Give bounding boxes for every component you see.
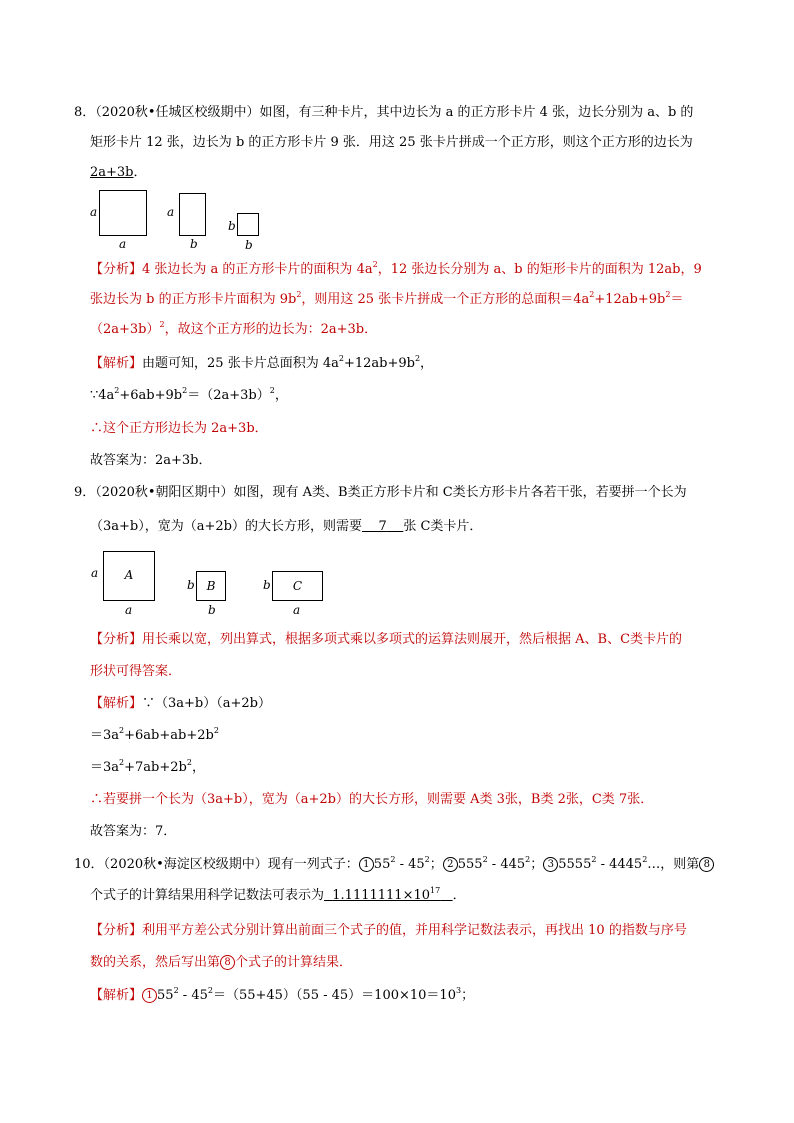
q9-solution-line3: $=3a^2+7ab+2b^2$， [90,758,205,775]
q8-analysis-line2: 张边长为 b 的正方形卡片面积为 $9b^2$，则用这 25 张卡片拼成一个正方形的总面积$=4a^2+12ab+9b^2=$ [90,290,684,307]
q10-solution-line1: 【解析】 1 $55^2 - 45^2=(55+45)(55 - 45)=100\times 10=10^3$； [90,986,475,1003]
q9-answer: 7 [378,519,387,534]
q9-solution-line1: 【解析】∵（3a+b）（a+2b） [90,696,271,711]
q8-answer-line: 2a+3b． [90,165,147,180]
q8-answer: 2a+3b [90,165,134,180]
q8-line1: 8．（2020秋•任城区校级期中）如图，有三种卡片，其中边长为 a 的正方形卡片 4 张，边长分别为 a、b 的 [74,105,694,120]
circled-number: 1 [142,988,157,1003]
circled-number: 2 [443,857,458,872]
circled-number: 8 [699,857,714,872]
document-page: 8．（2020秋•任城区校级期中）如图，有三种卡片，其中边长为 a 的正方形卡片 4 张，边长分别为 a、b 的 矩形卡片 12 张，边长为 b 的正方形卡片 9 张．用这 25 张卡片拼成一个正方形，则这个正方形的边长为 2a+3b． a a a b b b 【分析】4 张边长为 a 的正方形卡片的面积为 $4a^2$，12 张边长分别为 a、b 的矩形卡片的面积为 12ab，9 张边长为 b 的正方形卡片面积为 $9b^2$，则用这 25 张卡片拼成一个正方形的总面积$=4a^2+12ab+9b^2=$ $(2a+3b)^2$，故这个正方形的边长为：2a+3b． 【解析】由题可知，25 张卡片总面积为 $4a^2+12ab+9b^2$， $\because 4a^2+6ab+9b^2=(2a+3b)^2$， ∴这个正方形边长为 2a+3b． 故答案为：2a+3b． 9．（2020秋•朝阳区期中）如图，现有 A类、B类正方形卡片和 C类长方形卡片各若干张，若要拼一个长为 （3a+b），宽为（a+2b）的大长方形，则需要 7 张 C类卡片． a A a b B b b C a 【分析】用长乘以宽，列出算式，根据多项式乘以多项式的运算法则展开，然后根据 A、B、C类卡片的 形状可得答案． 【解析】∵（3a+b）（a+2b） $=3a^2+6ab+ab+2b^2$ $=3a^2+7ab+2b^2$， ∴若要拼一个长为（3a+b），宽为（a+2b）的大长方形，则需要 A类 3张，B类 2张，C类 7张． 故答案为：7． 10．（2020秋•海淀区校级期中）现有一列式子： 1 $55^2 - 45^2$； 2 $555^2 - 445^2$； 3 5555$^2$ - 4445$^2$…，则第 8 个式子的计算结果用科学记数法可表示为 $1.1111111\times 10^{17}$ ． 【分析】利用平方差公式分别计算出前面三个式子的值，并用科学记数法表示，再找出 10 的指数与序号 数的关系，然后写出第 8 个式子的计算结果． 【解析】 1 $55^2 - 45^2=(55+45)(55 - 45)=100\times 10=10^3$； [0,0,794,1123]
q8-analysis-line1: 【分析】4 张边长为 a 的正方形卡片的面积为 $4a^2$，12 张边长分别为 a、b 的矩形卡片的面积为 12ab，9 [90,260,702,277]
q8-final-answer: 故答案为：2a+3b． [90,453,212,468]
q8-analysis-line3: $(2a+3b)^2$，故这个正方形的边长为：2a+3b． [90,320,378,337]
q10-analysis-line2: 数的关系，然后写出第 8 个式子的计算结果． [90,955,353,970]
square-a-card [99,190,147,236]
q9-final-answer: 故答案为：7． [90,824,177,839]
q9-line1: 9．（2020秋•朝阳区期中）如图，现有 A类、B类正方形卡片和 C类长方形卡片各若干张，若要拼一个长为 [74,485,687,500]
q10-line1: 10．（2020秋•海淀区校级期中）现有一列式子： 1 $55^2 - 45^2$； 2 $555^2 - 445^2$； 3 5555$^2$ - 4445$^2$…，则第 8 [74,855,714,875]
q8-line2: 矩形卡片 12 张，边长为 b 的正方形卡片 9 张．用这 25 张卡片拼成一个正方形，则这个正方形的边长为 [90,135,693,150]
analysis-tag: 【分析】 [90,262,143,277]
card-B: B [196,571,226,601]
q10-line2: 个式子的计算结果用科学记数法可表示为 $1.1111111\times 10^{17}$ ． [90,886,466,903]
square-b-card [237,213,259,236]
q10-analysis-line1: 【分析】利用平方差公式分别计算出前面三个式子的值，并用科学记数法表示，再找出 10 的指数与序号 [90,923,687,938]
rect-ab-card [179,193,206,236]
q8-solution-line1: 【解析】由题可知，25 张卡片总面积为 $4a^2+12ab+9b^2$， [90,354,434,371]
circled-number: 8 [220,955,235,970]
q9-analysis-line1: 【分析】用长乘以宽，列出算式，根据多项式乘以多项式的运算法则展开，然后根据 A、B、C类卡片的 [90,632,683,647]
circled-number: 3 [543,857,558,872]
q8-solution-line3: ∴这个正方形边长为 2a+3b． [90,421,268,436]
card-C: C [272,571,323,601]
q10-answer: $1.1111111\times 10^{17}$ [332,886,441,903]
q9-line2: （3a+b），宽为（a+2b）的大长方形，则需要 7 张 C类卡片． [90,519,483,534]
q9-solution-line2: $=3a^2+6ab+ab+2b^2$ [90,726,219,743]
solution-tag: 【解析】 [90,356,143,371]
q8-solution-line2: $\because 4a^2+6ab+9b^2=(2a+3b)^2$， [90,386,288,403]
circled-number: 1 [359,857,374,872]
q9-analysis-line2: 形状可得答案． [90,664,182,679]
card-A: A [103,551,155,601]
q9-solution-line4: ∴若要拼一个长为（3a+b），宽为（a+2b）的大长方形，则需要 A类 3张，B类 2张，C类 7张． [90,792,654,807]
